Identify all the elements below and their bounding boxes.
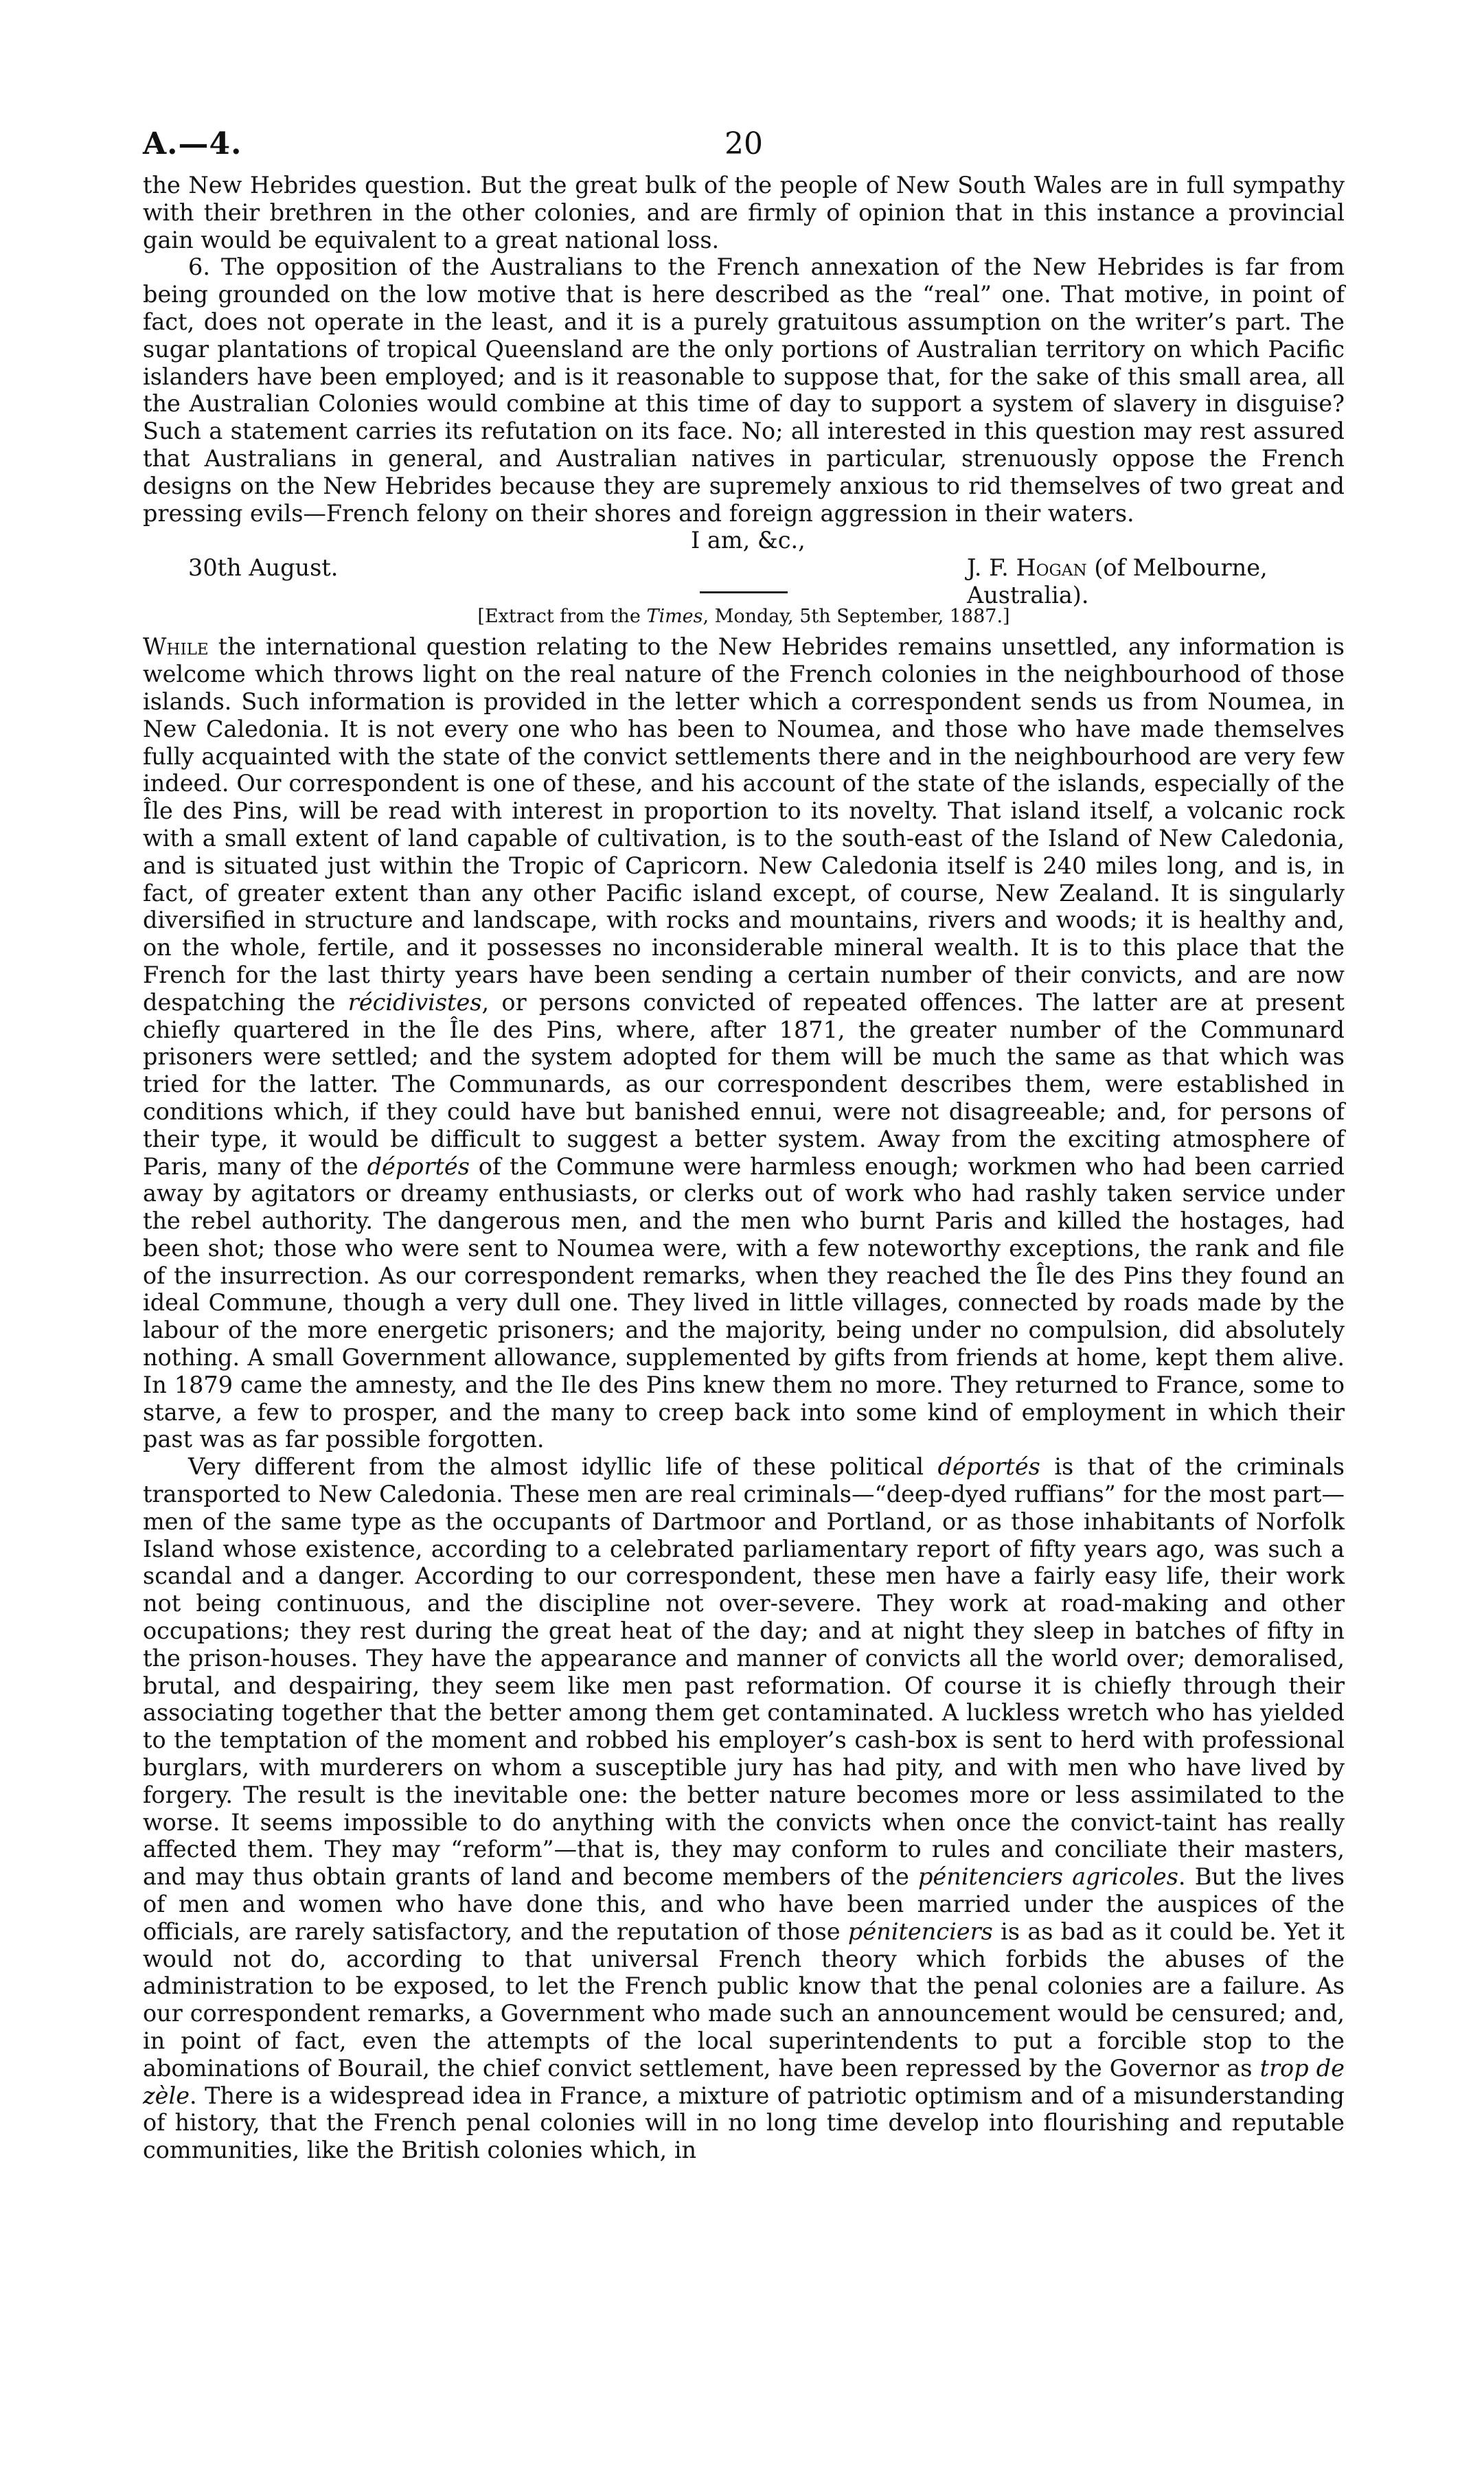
closing-salutation: I am, &c., [691,527,806,554]
letter-date: 30th August. [188,554,339,582]
article-text: is as bad as it could be. Yet it would not do, according to that universal French theory which forbids the abuses of the administration to be exposed, to let the French public know that the penal colonies are a failure. As our correspondent remarks, a Government who made such an announcement would be censured; and, in point of fact, even the attempts of the local superintendents to put a forcible stop to the abominations of Bourail, the chief convict settlement, have been repressed by the Governor as [143,1917,1345,2082]
article-text: Very different from the almost idyllic life of these political [188,1453,938,1481]
italic-term: déportés [937,1453,1040,1481]
article-body [143,633,1345,2164]
article-text: of the Commune were harmless enough; workmen who had been carried away by agitators or dreamy enthusiasts, or clerks out of work who had rashly taken service under the rebel authority. The dangerous men, and the men who burnt Paris and killed the hostages, had been shot; those who were sent to Noumea were, with a few noteworthy exceptions, the rank and file of the insurrection. As our correspondent remarks, when they reached the Île des Pins they found an ideal Commune, though a very dull one. They lived in little villages, connected by roads made by the labour of the more energetic prisoners; and the majority, being under no compulsion, did absolutely nothing. A small Government allowance, supplemented by gifts from friends at home, kept them alive. In 1879 came the amnesty, and the Ile des Pins knew them no more. They returned to France, some to starve, a few to prosper, and the many to creep back into some kind of employment in which their past was as far possible forgotten. [143,1152,1345,1453]
letter-paragraph-2: 6. The opposition of the Australians to the French annexation of the New Hebrides is far from being grounded on the low motive that is here described as the “real” one. That motive, in point of fact, does not operate in the least, and it is a purely gratuitous assumption on the writer’s part. The sugar plantations of tropical Queensland are the only portions of Australian territory on which Pacific islanders have been employed; and is it reasonable to suppose that, for the sake of this small area, all the Australian Colonies would combine at this time of day to support a system of slavery in disguise? Such a statement carries its refutation on its face. No; all interested in this question may rest assured that Australians in general, and Australian natives in particular, strenuously oppose the French designs on the New Hebrides because they are supremely anxious to rid themselves of two great and pressing evils—French felony on their shores and foreign aggression in their waters. [143,253,1345,527]
italic-term: pénitenciers [847,1917,993,1945]
document-reference: A.—4. [143,126,242,161]
italic-term: déportés [367,1152,470,1180]
section-divider [700,591,788,593]
article-text: . There is a widespread idea in France, a mixture of patriotic optimism and of a misunderstanding of history, that the French penal colonies will in no long time develop into flourishing and reputable communities, like the British colonies which, in [143,2082,1345,2164]
letter-paragraph-1: the New Hebrides question. But the great bulk of the people of New South Wales are in full sympathy with their brethren in the other colonies, and are firmly of opinion that in this instance a provincial gain would be equivalent to a great national loss. [143,172,1345,253]
lead-word: While [143,633,209,661]
italic-term: pénitenciers agricoles [917,1863,1178,1891]
article-text: is that of the criminals transported to New Caledonia. These men are real criminals—“deep-dyed ruffians” for the most part—men of the same type as the occupants of Dartmoor and Portland, or as those inhabitants of Norfolk Island whose existence, according to a celebrated parliamentary report of fifty years ago, was such a scandal and a danger. According to our correspondent, these men have a fairly easy life, their work not being continuous, and the discipline not over-severe. They work at road-making and other occupations; they rest during the great heat of the day; and at night they sleep in batches of fifty in the prison-houses. They have the appearance and manner of convicts all the world over; demoralised, brutal, and despairing, they seem like men past reformation. Of course it is chiefly through their associating together that the better among them get contaminated. A luckless wretch who has yielded to the temptation of the moment and robbed his employer’s cash-box is sent to herd with professional burglars, with murderers on whom a susceptible jury has had pity, and with men who have lived by forgery. The result is the inevitable one: the better nature becomes more or less assimilated to the worse. It seems impossible to do anything with the convicts when once the convict-taint has really affected them. They may “reform”—that is, they may conform to rules and conciliate their masters, and may thus obtain grants of land and become members of the [143,1453,1345,1891]
page-number: 20 [724,126,763,161]
signature-name: Hogan [1016,554,1087,582]
closing-line [143,527,1345,554]
extract-date: , Monday, 5th September, 1887.] [703,606,1010,628]
italic-term: récidivistes [347,988,482,1016]
newspaper-title: Times [646,606,703,628]
signature-place: (of Melbourne, Australia). [967,554,1268,609]
signature [967,554,1345,609]
extract-open: [Extract from the [477,606,647,628]
article-text: the international question relating to the New Hebrides remains unsettled, any information is welcome which throws light on the real nature of the French colonies in the neighbourhood of those islands. Such information is provided in the letter which a correspondent sends us from Noumea, in New Caledonia. It is not every one who has been to Noumea, and those who have made themselves fully acquainted with the state of the convict settlements there and in the neighbourhood are very few indeed. Our correspondent is one of these, and his account of the state of the islands, especially of the Île des Pins, will be read with interest in proportion to its novelty. That island itself, a volcanic rock with a small extent of land capable of cultivation, is to the south-east of the Island of New Caledonia, and is situated just within the Tropic of Capricorn. New Caledonia itself is 240 miles long, and is, in fact, of greater extent than any other Pacific island except, of course, New Zealand. It is singularly diversified in structure and landscape, with rocks and mountains, rivers and woods; it is healthy and, on the whole, fertile, and it possesses no inconsiderable mineral wealth. It is to this place that the French for the last thirty years have been sending a certain number of their convicts, and are now despatching the [143,633,1345,1016]
letter-conclusion [143,172,1345,527]
signature-line [143,554,1345,609]
article-paragraph-1 [143,633,1345,1453]
article-paragraph-2 [143,1453,1345,2164]
page-header [143,117,1345,172]
italic-term: trop de zèle [143,2054,1345,2109]
document-page [143,117,1345,2164]
article-text: . But the lives of men and women who have done this, and who have been married under the auspices of the officials, are rarely satisfactory, and the reputation of those [143,1863,1345,1945]
article-text: , or persons convicted of repeated offences. The latter are at present chiefly quartered in the Île des Pins, where, after 1871, the greater number of the Communard prisoners were settled; and the system adopted for them will be much the same as that which was tried for the latter. The Communards, as our correspondent describes them, were established in conditions which, if they could have but banished ennui, were not disagreeable; and, for persons of their type, it would be difficult to suggest a better system. Away from the exciting atmosphere of Paris, many of the [143,988,1345,1180]
signature-initials: J. F. [967,554,1009,582]
